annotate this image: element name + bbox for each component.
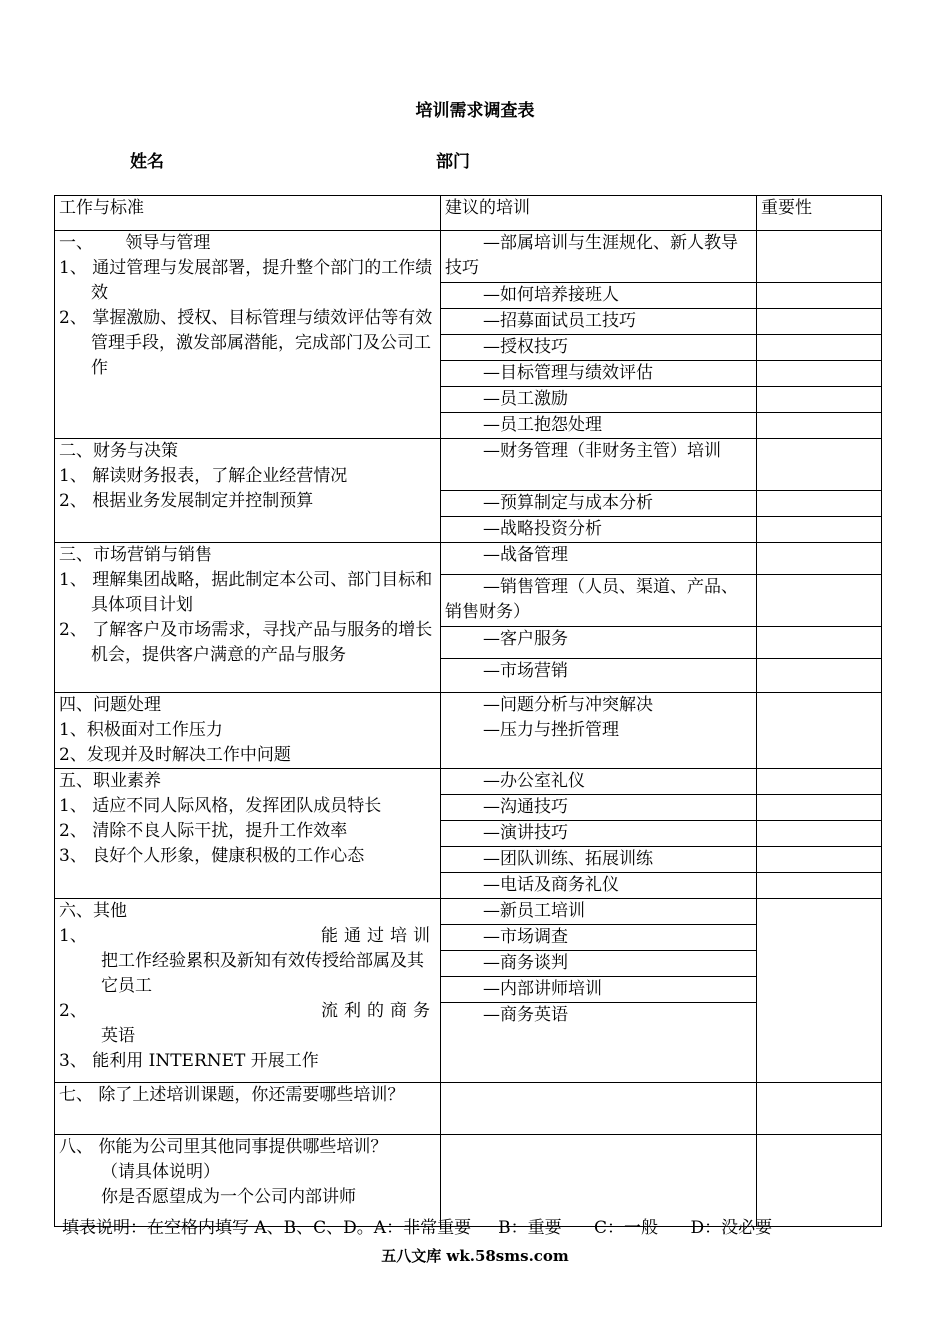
- section-item: 1、 通过管理与发展部署，提升整个部门的工作绩效: [59, 258, 433, 303]
- section-finance: [55, 439, 441, 543]
- section-heading: 六、其他: [59, 901, 127, 921]
- section-item: 1、 解读财务报表，了解企业经营情况: [59, 466, 348, 486]
- importance-cell[interactable]: [757, 413, 882, 439]
- importance-cell[interactable]: [757, 361, 882, 387]
- section-problem-handling: [55, 693, 441, 769]
- training-option: —演讲技巧: [441, 821, 757, 847]
- importance-cell[interactable]: [757, 821, 882, 847]
- importance-cell[interactable]: [757, 769, 882, 795]
- survey-table: [54, 195, 882, 1227]
- training-option-group: —问题分析与冲突解决 —压力与挫折管理: [441, 693, 757, 769]
- section-other: [55, 899, 441, 1083]
- training-option: —沟通技巧: [441, 795, 757, 821]
- training-option: —如何培养接班人: [441, 283, 757, 309]
- section-leadership: [55, 231, 441, 439]
- section-item: 3、 能利用 INTERNET 开展工作: [59, 1051, 319, 1071]
- training-option: —财务管理（非财务主管）培训: [441, 439, 757, 491]
- section-item: 2、 清除不良人际干扰，提升工作效率: [59, 821, 348, 841]
- importance-cell[interactable]: [757, 627, 882, 659]
- training-option: —员工激励: [441, 387, 757, 413]
- page-title: 培训需求调查表: [415, 101, 535, 121]
- section-heading: 五、职业素养: [59, 771, 161, 791]
- section-heading: 四、问题处理: [59, 695, 161, 715]
- training-option: —新员工培训: [441, 899, 757, 925]
- source-watermark: 五八文库 wk.58sms.com: [381, 1247, 569, 1265]
- section-item: 1、 能通过培训: [59, 926, 436, 946]
- section-item: 1、 适应不同人际风格，发挥团队成员特长: [59, 796, 382, 816]
- section-item-continued: 把工作经验累积及新知有效传授给部属及其它员工: [101, 951, 424, 996]
- training-option: —内部讲师培训: [441, 977, 757, 1003]
- training-option: —部属培训与生涯规化、新人教导技巧: [441, 231, 757, 283]
- section-item: 2、 掌握激励、授权、目标管理与绩效评估等有效管理手段，激发部属潜能，完成部门及公司工作: [59, 308, 433, 378]
- section-item: 2、 根据业务发展制定并控制预算: [59, 491, 314, 511]
- question-additional-training: 七、 除了上述培训课题，你还需要哪些培训？: [55, 1083, 441, 1135]
- section-item: 2、发现并及时解决工作中问题: [59, 745, 291, 765]
- importance-cell[interactable]: [757, 335, 882, 361]
- instructions-note: 填表说明：在空格内填写 A、B、C、D。A：非常重要 B：重要 C：一般 D：没必要: [62, 1218, 773, 1238]
- importance-cell[interactable]: [757, 387, 882, 413]
- importance-cell[interactable]: [757, 659, 882, 693]
- importance-cell[interactable]: [757, 283, 882, 309]
- answer-cell[interactable]: [757, 1135, 882, 1227]
- importance-cell[interactable]: [757, 309, 882, 335]
- section-item: 2、 流利的商务: [59, 1001, 436, 1021]
- importance-cell[interactable]: [757, 491, 882, 517]
- answer-cell[interactable]: [757, 1083, 882, 1135]
- importance-cell[interactable]: [757, 231, 882, 283]
- section-item: 1、 理解集团战略，据此制定本公司、部门目标和具体项目计划: [59, 570, 433, 615]
- importance-cell[interactable]: [757, 795, 882, 821]
- importance-cell[interactable]: [757, 439, 882, 491]
- training-option: —授权技巧: [441, 335, 757, 361]
- header-work: 工作与标准: [55, 196, 441, 231]
- section-heading: 三、市场营销与销售: [59, 545, 212, 565]
- importance-cell[interactable]: [757, 873, 882, 899]
- training-option: —目标管理与绩效评估: [441, 361, 757, 387]
- training-option: —市场营销: [441, 659, 757, 693]
- training-option: —客户服务: [441, 627, 757, 659]
- header-training: 建议的培训: [441, 196, 757, 231]
- training-option: —商务谈判: [441, 951, 757, 977]
- training-option: —员工抱怨处理: [441, 413, 757, 439]
- training-option: —商务英语: [441, 1003, 757, 1083]
- importance-cell[interactable]: [757, 543, 882, 575]
- training-option: —战略投资分析: [441, 517, 757, 543]
- training-option: —招募面试员工技巧: [441, 309, 757, 335]
- training-option: —战备管理: [441, 543, 757, 575]
- section-item: 2、 了解客户及市场需求，寻找产品与服务的增长机会，提供客户满意的产品与服务: [59, 620, 433, 665]
- training-option: —市场调查: [441, 925, 757, 951]
- section-item-continued: 英语: [101, 1026, 135, 1046]
- section-item: 3、 良好个人形象，健康积极的工作心态: [59, 846, 365, 866]
- section-professionalism: [55, 769, 441, 899]
- section-marketing: [55, 543, 441, 693]
- training-option: —销售管理（人员、渠道、产品、销售财务）: [441, 575, 757, 627]
- training-option: —团队训练、拓展训练: [441, 847, 757, 873]
- section-item: 1、积极面对工作压力: [59, 720, 223, 740]
- training-option: —预算制定与成本分析: [441, 491, 757, 517]
- importance-cell[interactable]: [757, 693, 882, 769]
- section-heading: 二、财务与决策: [59, 441, 178, 461]
- answer-cell[interactable]: [441, 1083, 757, 1135]
- training-option: —办公室礼仪: [441, 769, 757, 795]
- section-heading: 一、 领导与管理: [59, 233, 211, 253]
- importance-cell[interactable]: [757, 899, 882, 1083]
- importance-cell[interactable]: [757, 847, 882, 873]
- training-option: —电话及商务礼仪: [441, 873, 757, 899]
- question-provide-training: 八、 你能为公司里其他同事提供哪些培训？ （请具体说明） 你是否愿望成为一个公司内部讲师: [55, 1135, 441, 1227]
- importance-cell[interactable]: [757, 517, 882, 543]
- name-label: 姓名: [130, 152, 164, 172]
- header-row: [55, 196, 882, 231]
- header-importance: 重要性: [757, 196, 882, 231]
- importance-cell[interactable]: [757, 575, 882, 627]
- department-label: 部门: [436, 152, 470, 172]
